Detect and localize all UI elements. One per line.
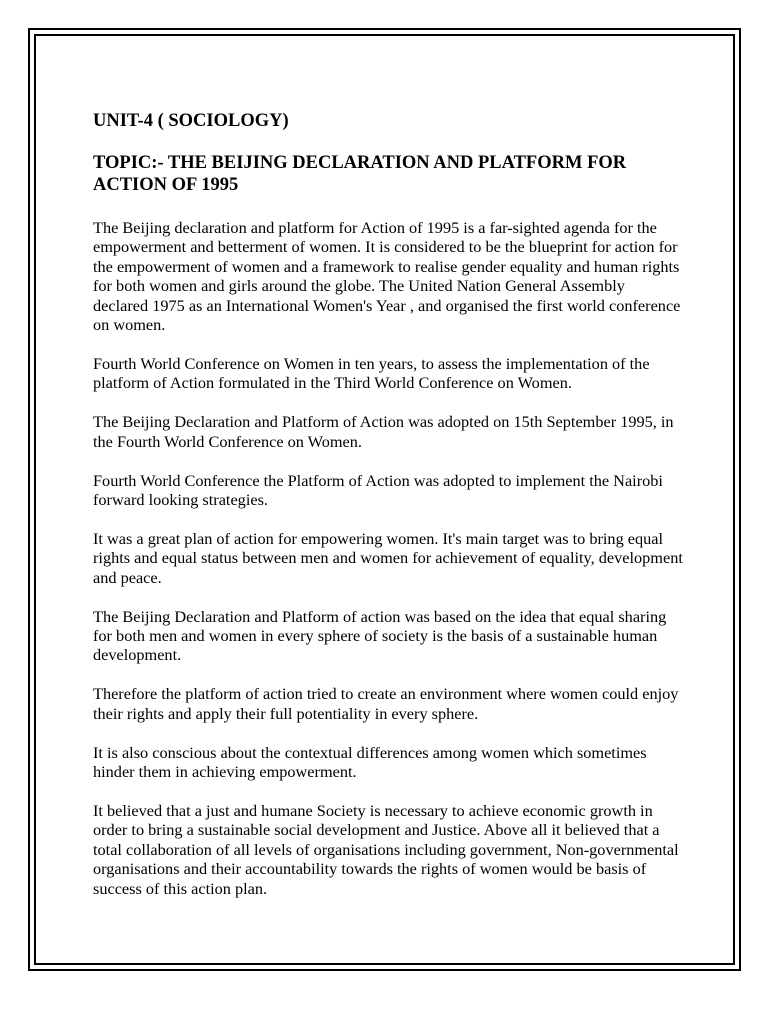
- paragraph: Fourth World Conference on Women in ten years, to assess the implementation of the platform of Action formulated in the Third World Conference on Women.: [93, 353, 650, 393]
- topic-heading: TOPIC:- THE BEIJING DECLARATION AND PLATFORM FOR ACTION OF 1995: [93, 153, 627, 195]
- paragraph: It is also conscious about the contextual differences among women which sometimes hinder them in achieving empowerment.: [93, 742, 647, 782]
- paragraph: It believed that a just and humane Society is necessary to achieve economic growth in order to bring a sustainable social development and Justice. Above all it believed that a total collaboration of all levels of organisations including government, Non-governmental organisations and their accountability towards the rights of women would be basis of success of this action plan.: [93, 800, 679, 898]
- paragraph: Therefore the platform of action tried to create an environment where women could enjoy their rights and apply their full potentiality in every sphere.: [93, 684, 679, 723]
- paragraph: It was a great plan of action for empowering women. It's main target was to bring equal rights and equal status between men and women for achievement of equality, development and peace.: [93, 528, 683, 587]
- unit-heading: UNIT-4 ( SOCIOLOGY): [93, 111, 289, 131]
- paragraph: Fourth World Conference the Platform of Action was adopted to implement the Nairobi forward looking strategies.: [93, 470, 663, 509]
- paragraph: The Beijing declaration and platform for Action of 1995 is a far-sighted agenda for the empowerment and betterment of women. It is considered to be the blueprint for action for the empowerment of women and a framework to realise gender equality and human rights for both women and girls around the globe. The United Nation General Assembly declared 1975 as an International Women's Year , and organised the first world conference on women.: [93, 218, 681, 335]
- paragraph: The Beijing Declaration and Platform of action was based on the idea that equal sharing for both men and women in every sphere of society is the basis of a sustainable human development.: [93, 606, 667, 665]
- paragraph: The Beijing Declaration and Platform of Action was adopted on 15th September 1995, in the Fourth World Conference on Women.: [93, 412, 674, 451]
- document-body: [93, 111, 683, 898]
